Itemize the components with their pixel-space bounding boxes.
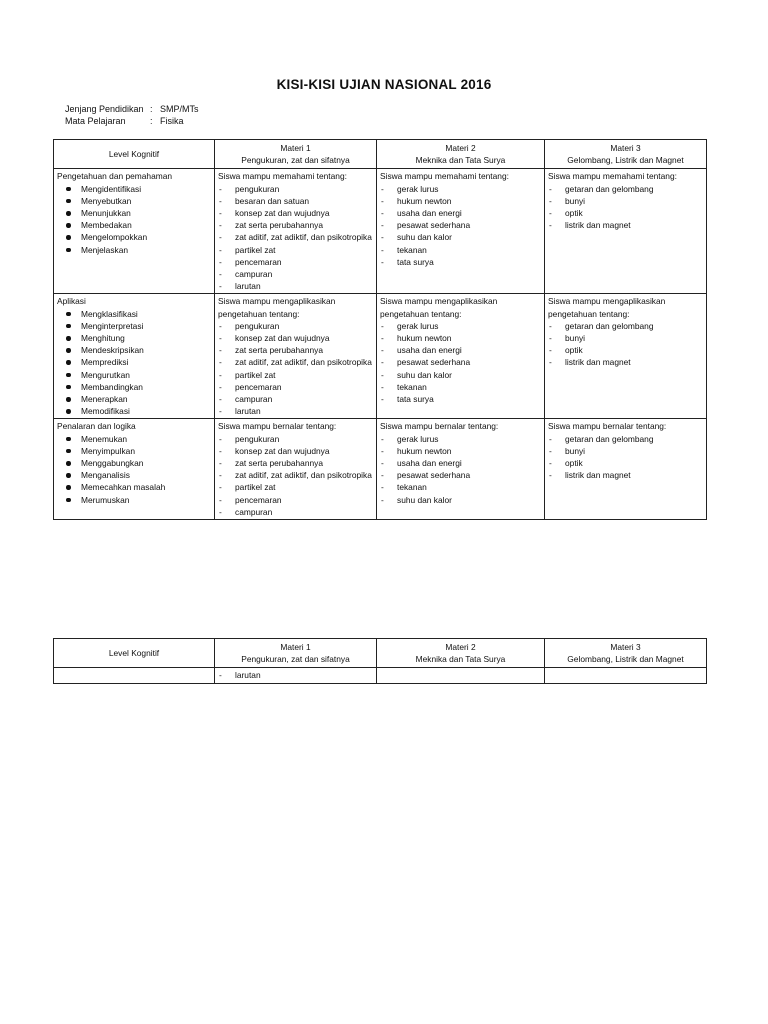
topic-item: - suhu dan kalor: [380, 231, 541, 243]
table-row: [54, 419, 707, 520]
topic-item: - tekanan: [380, 381, 541, 393]
header-materi-1: [215, 140, 377, 169]
level-name: Aplikasi: [57, 296, 86, 307]
topic-item: - gerak lurus: [380, 433, 541, 445]
kata-kerja-item: Memprediksi: [63, 356, 211, 368]
materi-2-cell: [377, 294, 545, 419]
topic-list: [548, 433, 703, 482]
table-row: [54, 668, 707, 683]
kata-kerja-list: [57, 308, 211, 418]
topic-list: [548, 320, 703, 369]
meta-label: Jenjang Pendidikan: [65, 104, 144, 114]
materi-title: Materi 2: [445, 143, 476, 153]
topic-item: - zat aditif, zat adiktif, dan psikotropika: [218, 469, 373, 481]
materi-2-cell: [377, 169, 545, 294]
topic-item: - pengukuran: [218, 433, 373, 445]
materi-1-cell: [215, 169, 377, 294]
topic-item: - partikel zat: [218, 369, 373, 381]
topic-item: - pesawat sederhana: [380, 219, 541, 231]
topic-item: - gerak lurus: [380, 320, 541, 332]
level-kognitif-cell: [54, 668, 215, 683]
meta-value: Fisika: [160, 116, 184, 126]
materi-3-cell: [545, 419, 707, 520]
meta-colon: :: [150, 116, 153, 126]
kata-kerja-item: Merumuskan: [63, 494, 211, 506]
topic-item: - hukum newton: [380, 332, 541, 344]
materi-subtitle: Pengukuran, zat dan sifatnya: [241, 654, 350, 665]
level-kognitif-cell: [54, 419, 215, 520]
table-header-row: [54, 639, 707, 668]
materi-3-cell: [545, 294, 707, 419]
kata-kerja-item: Mengelompokkan: [63, 231, 211, 243]
topic-item: - usaha dan energi: [380, 457, 541, 469]
materi-2-cell: [377, 419, 545, 520]
topic-item: - hukum newton: [380, 445, 541, 457]
topic-list: [380, 433, 541, 506]
kata-kerja-item: Menunjukkan: [63, 207, 211, 219]
cell-intro: Siswa mampu bernalar tentang:: [218, 421, 337, 432]
kata-kerja-list: [57, 183, 211, 256]
cell-intro: Siswa mampu mengaplikasikan pengetahuan tentang:: [548, 296, 666, 319]
topic-item: - suhu dan kalor: [380, 369, 541, 381]
materi-title: Materi 2: [445, 642, 476, 652]
kata-kerja-item: Membandingkan: [63, 381, 211, 393]
topic-item: - hukum newton: [380, 195, 541, 207]
kisi-kisi-table: [53, 139, 707, 520]
topic-item: - tekanan: [380, 481, 541, 493]
topic-list: [218, 669, 373, 681]
table-row: [54, 169, 707, 294]
topic-item: - campuran: [218, 506, 373, 518]
materi-3-cell: [545, 169, 707, 294]
topic-item: - suhu dan kalor: [380, 494, 541, 506]
kata-kerja-item: Menganalisis: [63, 469, 211, 481]
topic-item: - usaha dan energi: [380, 344, 541, 356]
cell-intro: Siswa mampu memahami tentang:: [548, 171, 677, 182]
header-level-kognitif: Level Kognitif: [54, 140, 215, 169]
topic-item: - bunyi: [548, 445, 703, 457]
kata-kerja-item: Mengidentifikasi: [63, 183, 211, 195]
topic-item: - bunyi: [548, 195, 703, 207]
topic-item: - optik: [548, 207, 703, 219]
materi-2-cell: [377, 668, 545, 683]
topic-item: - larutan: [218, 669, 373, 681]
header-materi-3: [545, 639, 707, 668]
materi-title: Materi 1: [280, 642, 311, 652]
kisi-kisi-table-continued: [53, 638, 707, 684]
topic-item: - konsep zat dan wujudnya: [218, 207, 373, 219]
topic-item: - konsep zat dan wujudnya: [218, 332, 373, 344]
topic-item: - partikel zat: [218, 244, 373, 256]
materi-subtitle: Gelombang, Listrik dan Magnet: [567, 155, 684, 166]
kata-kerja-item: Membedakan: [63, 219, 211, 231]
topic-item: - campuran: [218, 268, 373, 280]
kata-kerja-item: Menjelaskan: [63, 244, 211, 256]
topic-item: - besaran dan satuan: [218, 195, 373, 207]
topic-item: - gerak lurus: [380, 183, 541, 195]
topic-list: [218, 183, 373, 293]
topic-item: - listrik dan magnet: [548, 356, 703, 368]
meta-colon: :: [150, 104, 153, 114]
level-name: Penalaran dan logika: [57, 421, 136, 432]
topic-item: - pencemaran: [218, 256, 373, 268]
kata-kerja-item: Memodifikasi: [63, 405, 211, 417]
topic-item: - listrik dan magnet: [548, 469, 703, 481]
kata-kerja-item: Menyimpulkan: [63, 445, 211, 457]
materi-title: Materi 1: [280, 143, 311, 153]
topic-item: - campuran: [218, 393, 373, 405]
meta-row-jenjang: [65, 104, 199, 114]
header-materi-2: [377, 140, 545, 169]
topic-item: - konsep zat dan wujudnya: [218, 445, 373, 457]
topic-item: - zat serta perubahannya: [218, 344, 373, 356]
topic-item: - zat aditif, zat adiktif, dan psikotropika: [218, 231, 373, 243]
table-row: [54, 294, 707, 419]
topic-item: - zat serta perubahannya: [218, 219, 373, 231]
topic-item: - getaran dan gelombang: [548, 320, 703, 332]
topic-list: [380, 320, 541, 405]
meta-label: Mata Pelajaran: [65, 116, 126, 126]
topic-item: - bunyi: [548, 332, 703, 344]
topic-list: [380, 183, 541, 268]
materi-1-cell: [215, 419, 377, 520]
kata-kerja-item: Menerapkan: [63, 393, 211, 405]
topic-item: - zat serta perubahannya: [218, 457, 373, 469]
kata-kerja-item: Menggabungkan: [63, 457, 211, 469]
materi-subtitle: Gelombang, Listrik dan Magnet: [567, 654, 684, 665]
kata-kerja-item: Menyebutkan: [63, 195, 211, 207]
materi-subtitle: Meknika dan Tata Surya: [415, 654, 506, 665]
topic-item: - getaran dan gelombang: [548, 433, 703, 445]
kata-kerja-item: Menginterpretasi: [63, 320, 211, 332]
topic-list: [548, 183, 703, 232]
kata-kerja-item: Mengklasifikasi: [63, 308, 211, 320]
topic-item: - larutan: [218, 280, 373, 292]
level-kognitif-cell: [54, 169, 215, 294]
materi-title: Materi 3: [610, 642, 641, 652]
kata-kerja-item: Mengurutkan: [63, 369, 211, 381]
level-name: Pengetahuan dan pemahaman: [57, 171, 173, 182]
cell-intro: Siswa mampu bernalar tentang:: [548, 421, 667, 432]
level-kognitif-cell: [54, 294, 215, 419]
materi-subtitle: Pengukuran, zat dan sifatnya: [241, 155, 350, 166]
topic-item: - tata surya: [380, 256, 541, 268]
topic-item: - pengukuran: [218, 320, 373, 332]
topic-item: - pencemaran: [218, 381, 373, 393]
materi-3-cell: [545, 668, 707, 683]
meta-row-mapel: [65, 116, 184, 126]
header-level-kognitif: Level Kognitif: [54, 639, 215, 668]
cell-intro: Siswa mampu mengaplikasikan pengetahuan tentang:: [218, 296, 336, 319]
document-title: KISI-KISI UJIAN NASIONAL 2016: [276, 77, 492, 92]
table-header-row: [54, 140, 707, 169]
kata-kerja-item: Memecahkan masalah: [63, 481, 211, 493]
topic-item: - pesawat sederhana: [380, 356, 541, 368]
topic-item: - tekanan: [380, 244, 541, 256]
kata-kerja-item: Menemukan: [63, 433, 211, 445]
kata-kerja-item: Mendeskripsikan: [63, 344, 211, 356]
cell-intro: Siswa mampu bernalar tentang:: [380, 421, 499, 432]
materi-subtitle: Meknika dan Tata Surya: [415, 155, 506, 166]
materi-1-cell: [215, 668, 377, 683]
cell-intro: Siswa mampu memahami tentang:: [218, 171, 347, 182]
topic-item: - larutan: [218, 405, 373, 417]
topic-item: - zat aditif, zat adiktif, dan psikotropika: [218, 356, 373, 368]
topic-item: - pencemaran: [218, 494, 373, 506]
topic-item: - pesawat sederhana: [380, 469, 541, 481]
topic-item: - getaran dan gelombang: [548, 183, 703, 195]
materi-1-cell: [215, 294, 377, 419]
header-materi-3: [545, 140, 707, 169]
topic-list: [218, 433, 373, 518]
topic-item: - optik: [548, 344, 703, 356]
topic-item: - listrik dan magnet: [548, 219, 703, 231]
header-materi-1: [215, 639, 377, 668]
kata-kerja-list: [57, 433, 211, 506]
topic-item: - tata surya: [380, 393, 541, 405]
materi-title: Materi 3: [610, 143, 641, 153]
meta-value: SMP/MTs: [160, 104, 199, 114]
topic-item: - pengukuran: [218, 183, 373, 195]
topic-item: - optik: [548, 457, 703, 469]
topic-item: - partikel zat: [218, 481, 373, 493]
cell-intro: Siswa mampu mengaplikasikan pengetahuan tentang:: [380, 296, 498, 319]
topic-list: [218, 320, 373, 418]
kata-kerja-item: Menghitung: [63, 332, 211, 344]
topic-item: - usaha dan energi: [380, 207, 541, 219]
header-materi-2: [377, 639, 545, 668]
cell-intro: Siswa mampu memahami tentang:: [380, 171, 509, 182]
